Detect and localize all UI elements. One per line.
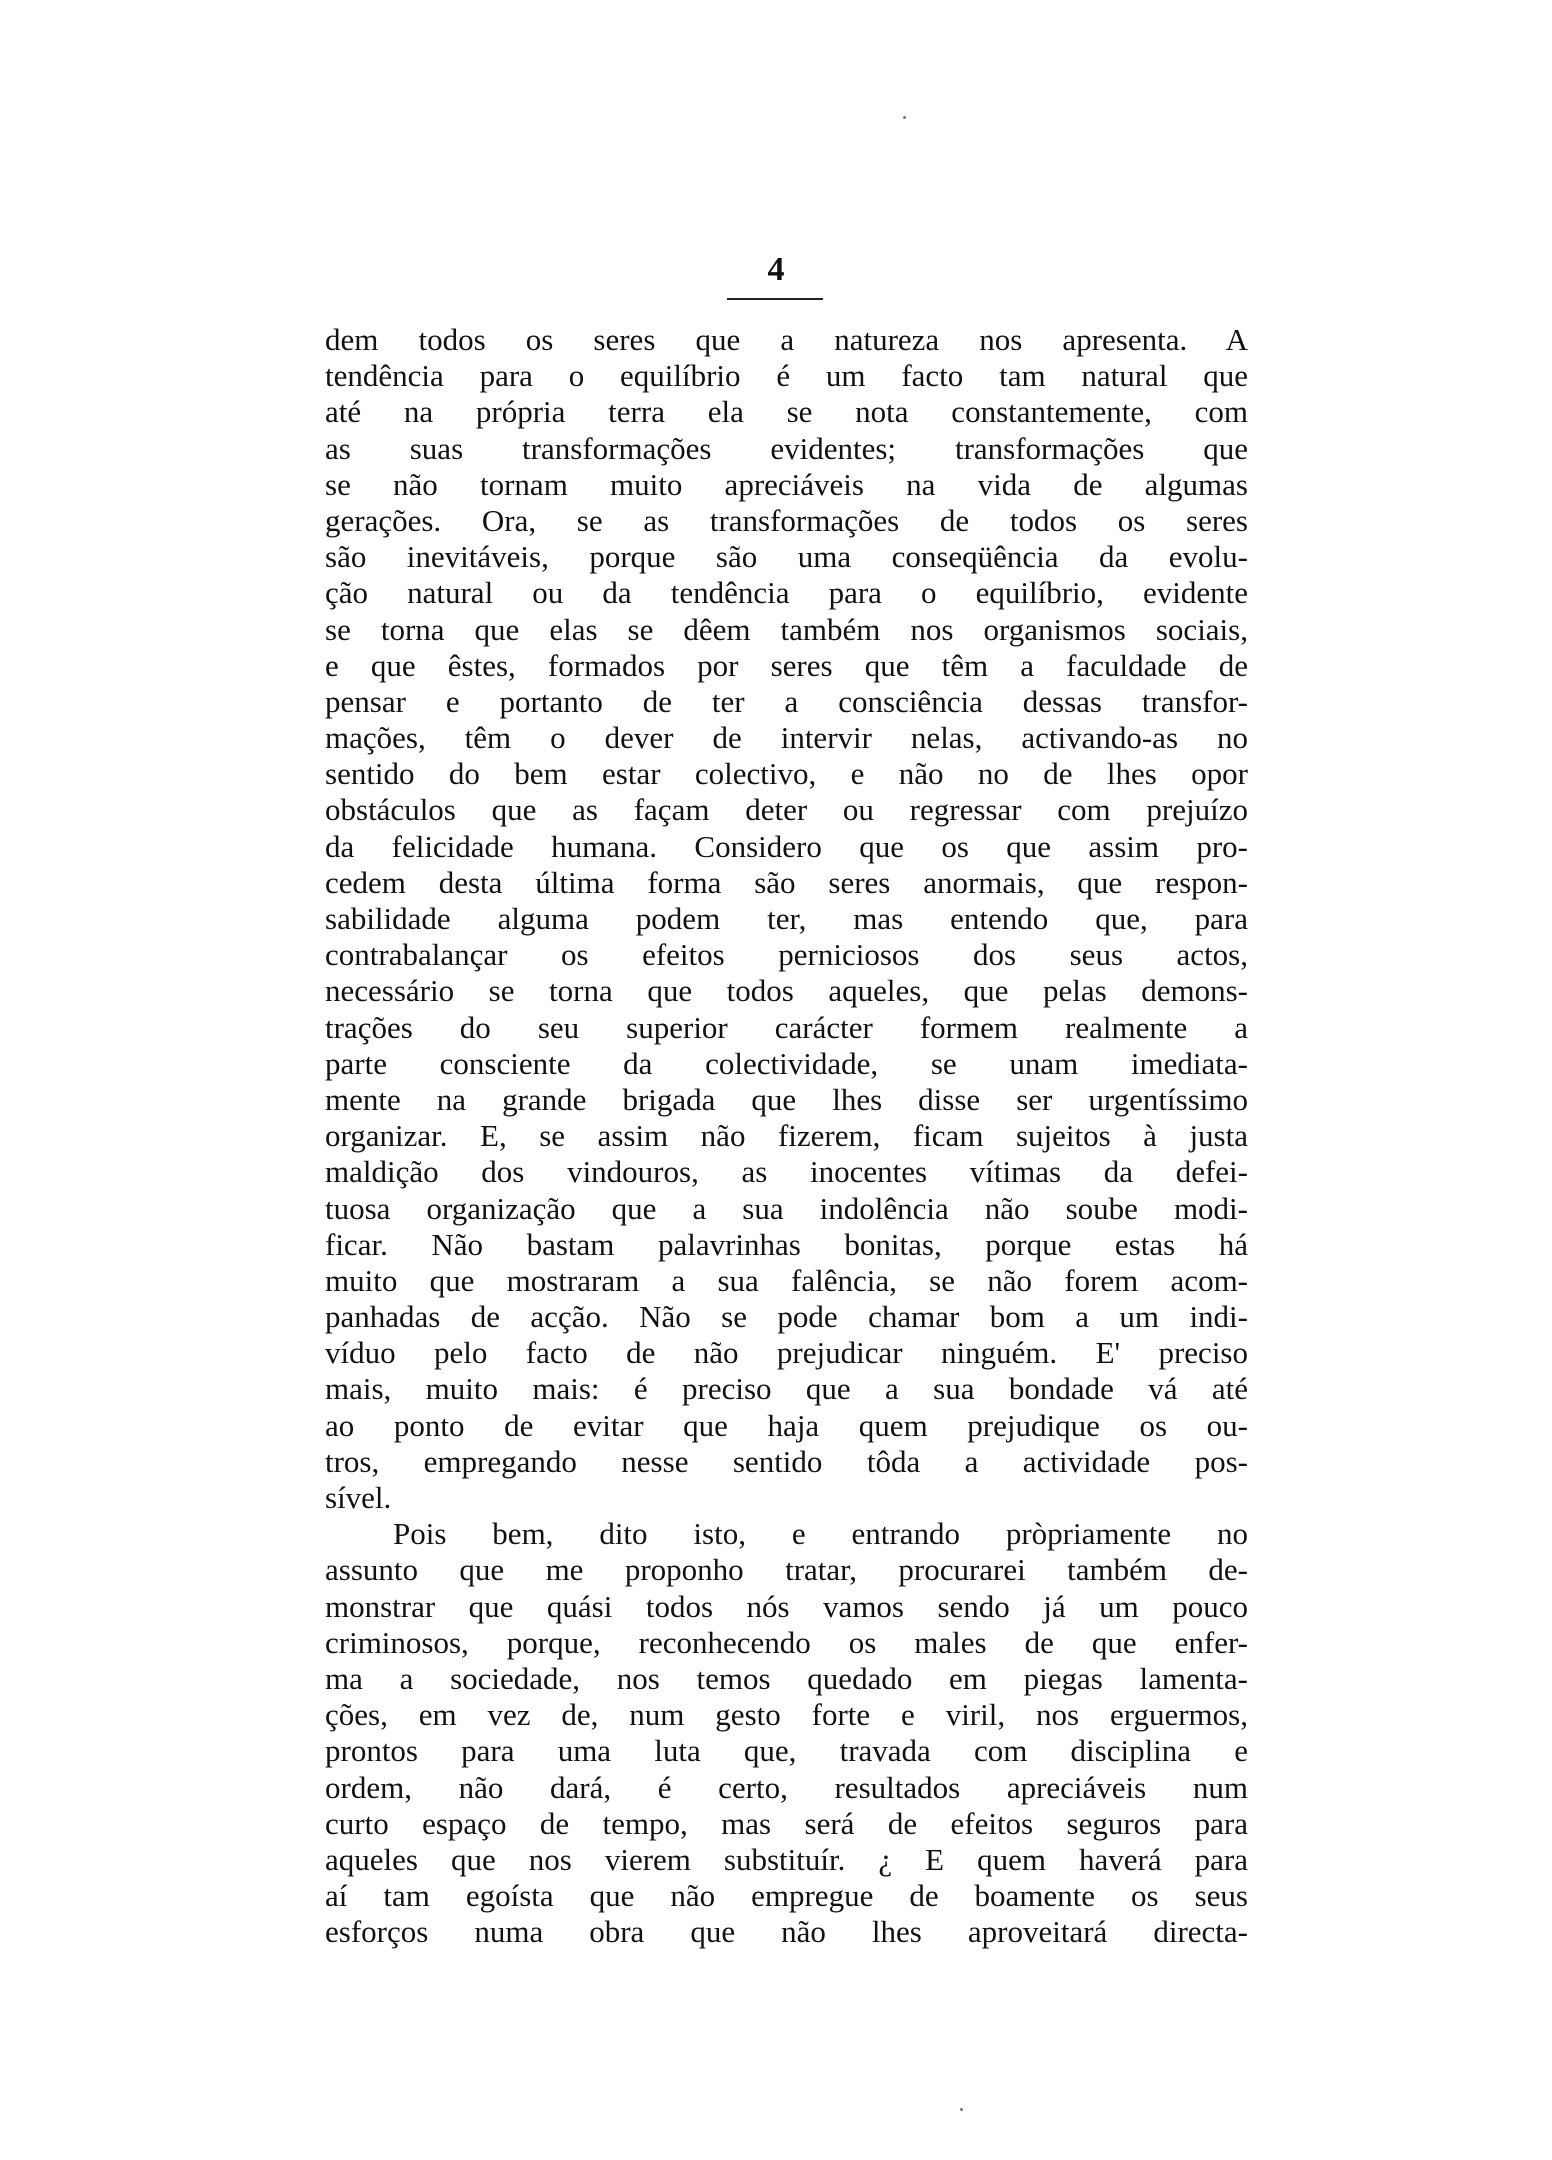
text-line: necessário se torna que todos aqueles, que pelas demons- xyxy=(325,973,1248,1009)
text-line: trações do seu superior carácter formem realmente a xyxy=(325,1009,1248,1045)
text-line: e que êstes, formados por seres que têm a faculdade de xyxy=(325,647,1248,683)
text-line: da felicidade humana. Considero que os que assim pro- xyxy=(325,828,1248,864)
text-line: tros, empregando nesse sentido tôda a actividade pos- xyxy=(325,1443,1248,1479)
text-line: aí tam egoísta que não empregue de boamente os seus xyxy=(325,1878,1248,1914)
text-line: assunto que me proponho tratar, procurarei também de- xyxy=(325,1552,1248,1588)
page-number: 4 xyxy=(767,251,785,288)
text-line: organizar. E, se assim não fizerem, ficam sujeitos à justa xyxy=(325,1118,1248,1154)
paragraph-end-line: sível. xyxy=(325,1480,392,1515)
text-line: gerações. Ora, se as transformações de todos os seres xyxy=(325,502,1248,538)
text-line: parte consciente da colectividade, se unam imediata- xyxy=(325,1045,1248,1081)
text-line: obstáculos que as façam deter ou regressar com prejuízo xyxy=(325,792,1248,828)
text-line: mente na grande brigada que lhes disse ser urgentíssimo xyxy=(325,1081,1248,1117)
text-line: ção natural ou da tendência para o equilíbrio, evidente xyxy=(325,575,1248,611)
text-line: sentido do bem estar colectivo, e não no de lhes opor xyxy=(325,756,1248,792)
text-line: as suas transformações evidentes; transformações que xyxy=(325,430,1248,466)
text-line: ordem, não dará, é certo, resultados apreciáveis num xyxy=(325,1769,1248,1805)
text-line: sabilidade alguma podem ter, mas entendo que, para xyxy=(325,901,1248,936)
print-speck xyxy=(960,2108,963,2111)
text-line: criminosos, porque, reconhecendo os males de que enfer- xyxy=(325,1624,1248,1660)
header-rule xyxy=(727,298,823,300)
text-line: cedem desta última forma são seres anormais, que respon- xyxy=(325,864,1248,900)
text-line: ao ponto de evitar que haja quem prejudique os ou- xyxy=(325,1407,1248,1443)
text-line: esforços numa obra que não lhes aproveitará directa- xyxy=(325,1914,1248,1950)
text-line: monstrar que quási todos nós vamos sendo já um pouco xyxy=(325,1588,1248,1624)
text-line: se torna que elas se dêem também nos organismos sociais, xyxy=(325,611,1248,647)
print-speck xyxy=(903,116,906,119)
text-line: dem todos os seres que a natureza nos apresenta. A xyxy=(325,322,1248,357)
text-line: panhadas de acção. Não se pode chamar bom a um indi- xyxy=(325,1299,1248,1335)
text-line: tuosa organização que a sua indolência não soube modi- xyxy=(325,1190,1248,1226)
text-line: prontos para uma luta que, travada com disciplina e xyxy=(325,1733,1248,1769)
text-line: maldição dos vindouros, as inocentes vítimas da defei- xyxy=(325,1154,1248,1190)
text-line: muito que mostraram a sua falência, se não forem acom- xyxy=(325,1262,1248,1298)
paragraph-start-line: Pois bem, dito isto, e entrando pròpriamente no xyxy=(393,1516,1248,1552)
text-line: mações, têm o dever de intervir nelas, activando-as no xyxy=(325,720,1248,756)
text-line: curto espaço de tempo, mas será de efeitos seguros para xyxy=(325,1805,1248,1841)
text-line: ma a sociedade, nos temos quedado em piegas lamenta- xyxy=(325,1660,1248,1696)
body-text xyxy=(325,322,1248,1950)
text-line: pensar e portanto de ter a consciência dessas transfor- xyxy=(325,683,1248,719)
text-line: tendência para o equilíbrio é um facto tam natural que xyxy=(325,358,1248,394)
text-line: mais, muito mais: é preciso que a sua bondade vá até xyxy=(325,1371,1248,1407)
text-line: aqueles que nos vierem substituír. ¿ E quem haverá para xyxy=(325,1841,1248,1877)
text-line: ficar. Não bastam palavrinhas bonitas, porque estas há xyxy=(325,1226,1248,1262)
text-line: são inevitáveis, porque são uma conseqüência da evolu- xyxy=(325,539,1248,575)
text-line: víduo pelo facto de não prejudicar ninguém. E' preciso xyxy=(325,1335,1248,1371)
text-line: contrabalançar os efeitos perniciosos dos seus actos, xyxy=(325,937,1248,973)
text-line: ções, em vez de, num gesto forte e viril, nos erguermos, xyxy=(325,1697,1248,1733)
text-line: até na própria terra ela se nota constantemente, com xyxy=(325,394,1248,430)
text-line: se não tornam muito apreciáveis na vida de algumas xyxy=(325,466,1248,502)
